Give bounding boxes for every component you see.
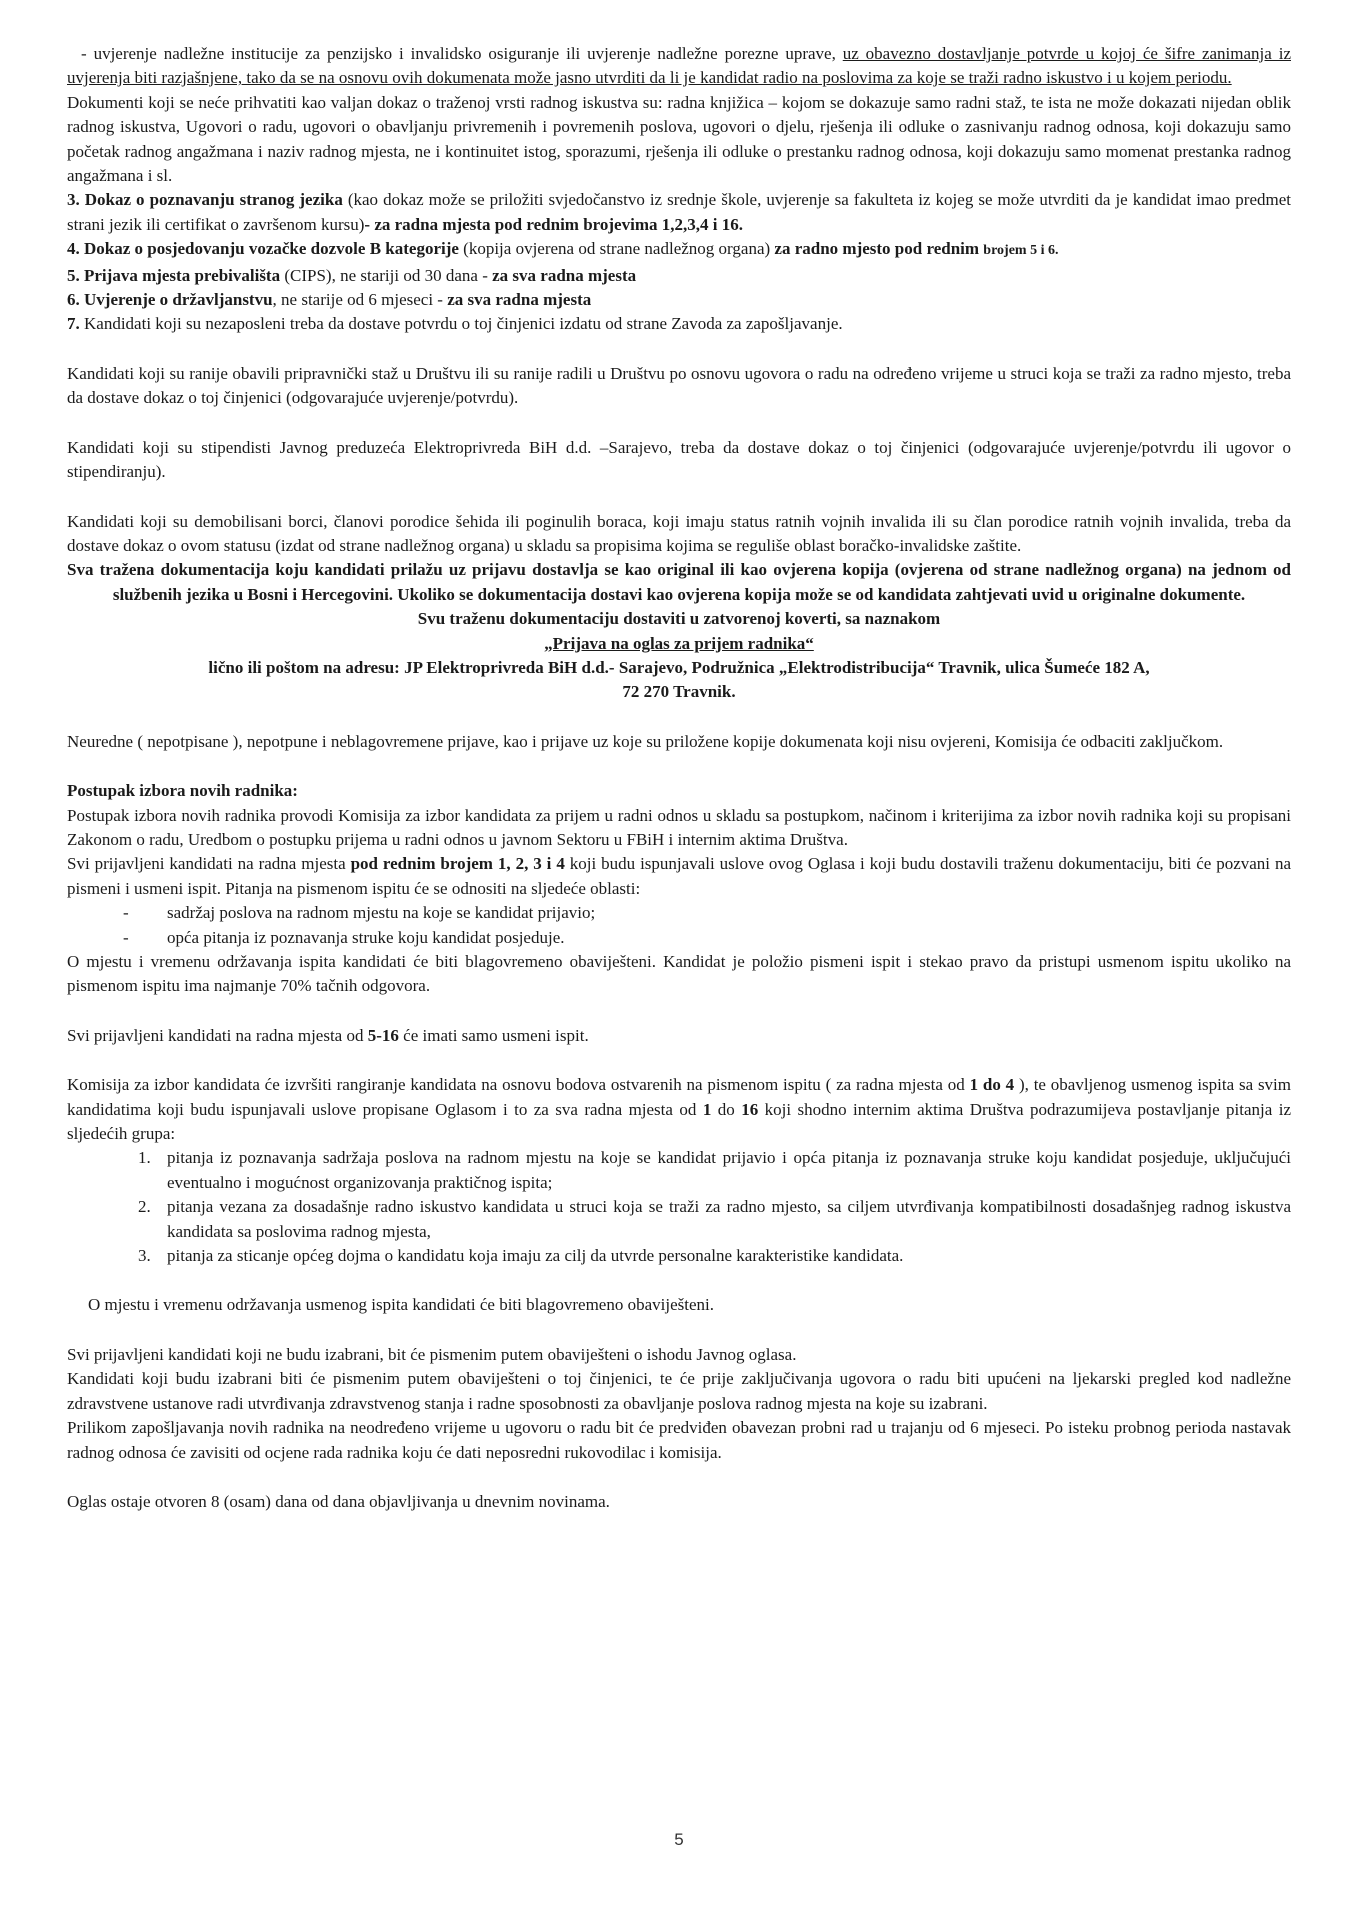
dash-marker: - [123, 903, 129, 923]
paragraph-oral-only [67, 1024, 1291, 1048]
text-run: Komisija za izbor kandidata će izvršiti rangiranje kandidata na osnovu bodova ostvarenih na pismenom ispitu ( za radna mjesta od [67, 1075, 970, 1095]
exam-area-item [67, 926, 1291, 950]
paragraph-oral-exam-info: O mjestu i vremenu održavanja usmenog ispita kandidati će biti blagovremeno obaviješteni. [88, 1295, 714, 1315]
question-group-text: pitanja vezana za dosadašnje radno iskustvo kandidata u struci koja se traži za radno mjesto, sa ciljem utvrđivanja kompatibilnosti dosadašnjeg radnog iskustva kandidata sa poslovima radnog mjesta, [167, 1197, 1291, 1241]
paragraph-ranking [67, 1073, 1291, 1146]
paragraph-written-exam [67, 852, 1291, 901]
item-lead: 3. Dokaz o poznavanju stranog jezika [67, 190, 348, 210]
question-group-item [67, 1146, 1291, 1195]
number-marker: 3. [138, 1246, 151, 1266]
blank-line [67, 754, 1291, 779]
text-run: koji budu ispunjavali uslove ovog Oglasa i koji budu dostavili traženu dokumentaciju, biti će pozvani na pismeni i usmeni ispit. Pitanja na pismenom ispitu će se odnositi na sljedeće oblasti: [67, 854, 1292, 898]
question-group-item [67, 1244, 1291, 1268]
text-run: - uvjerenje nadležne institucije za penzijsko i invalidsko osiguranje ili uvjerenje nadležne porezne uprave, [81, 44, 843, 63]
envelope-label: „Prijava na oglas za prijem radnika“ [544, 633, 814, 653]
blank-line [67, 337, 1291, 362]
list-item-7-unemployed [67, 312, 1291, 336]
blank-line [67, 411, 1291, 436]
item-tail: za sva radna mjesta [447, 290, 592, 310]
list-item-5-residence [67, 264, 1291, 288]
paragraph-written-exam-info: O mjestu i vremenu održavanja ispita kandidati će biti blagovremeno obaviješteni. Kandidat je položio pismeni ispit i stekao pravo da pristupi usmenom ispitu ukoliko na pismenom ispitu ima najmanje 70% tačnih odgovora. [67, 952, 1291, 996]
item-body: (kopija ovjerena od strane nadležnog organa) [463, 239, 775, 259]
text-run: ), te obavljenog usmenog ispita sa svim kandidatima koji budu ispunjavali uslove propisane Oglasom i to za sva radna mjesta od [67, 1075, 1292, 1119]
blank-line [67, 1465, 1291, 1490]
list-item-3-foreign-language [67, 188, 1291, 237]
item-body: (CIPS), ne stariji od 30 dana - [284, 265, 493, 285]
item-tail: - za radna mjesta pod rednim brojevima 1,2,3,4 i 16. [364, 214, 743, 234]
underlined-text-run: uz obavezno dostavljanje potvrde u kojoj će šifre zanimanja iz uvjerenja biti razjašnjene, tako da se na osnovu ovih dokumenata može jasno utvrditi da li je kandidat radio na poslovima za koje se traži radno iskustvo i u kojem periodu. [67, 44, 1291, 88]
number-marker: 1. [138, 1148, 151, 1168]
paragraph-not-selected: Svi prijavljeni kandidati koji ne budu izabrani, bit će pismenim putem obaviješteni o ishodu Javnog oglasa. [67, 1344, 797, 1364]
paragraph-pension-certificate [67, 42, 1291, 91]
text-run: će imati samo usmeni ispit. [403, 1025, 589, 1045]
paragraph-selected: Kandidati koji budu izabrani biti će pismenim putem obaviješteni o toj činjenici, te će prije zaključivanja ugovora o radu biti upućeni na ljekarski pregled kod nadležne zdravstvene ustanove radi utvrđivanja zdravstvenog stanja i radne sposobnosti za obavljanje poslova radnog mjesta na koje su izabrani. [67, 1369, 1291, 1413]
bold-text-run: 1 do 4 [969, 1075, 1019, 1095]
blank-line [67, 1268, 1291, 1293]
list-item-6-citizenship [67, 288, 1291, 312]
item-lead: 6. Uvjerenje o državljanstvu [67, 290, 273, 310]
item-tail: za radno mjesto pod rednim [774, 239, 984, 259]
blank-line [67, 485, 1291, 510]
address-line-1: lično ili poštom na adresu: JP Elektroprivreda BiH d.d.- Sarajevo, Podružnica „Elektrodistribucija“ Travnik, ulica Šumeće 182 A, [208, 657, 1150, 677]
blank-line [67, 1048, 1291, 1073]
bold-text-run: 1 [702, 1099, 718, 1119]
paragraph-invalid-documents: Dokumenti koji se neće prihvatiti kao valjan dokaz o traženoj vrsti radnog iskustva su: radna knjižica – kojom se dokazuje samo radni staž, te ista ne može dokazati nijedan oblik radnog iskustva, Ugovori o radu, ugovori o obavljanju privremenih i povremenih poslova, ugovori o djelu, rješenja ili odluke o zasnivanju radnog odnosa, koji dokazuju samo početak radnog angažmana i naziv radnog mjesta, ne i kontinuitet istog, sporazumi, rješenja ili odluke o prestanku radnog odnosa, koji dokazuju samo momenat prestanka radnog angažmana i sl. [67, 92, 1291, 186]
paragraph-open-duration: Oglas ostaje otvoren 8 (osam) dana od dana objavljivanja u dnevnim novinama. [67, 1491, 610, 1511]
blank-line [67, 1318, 1291, 1343]
item-tail: za sva radna mjesta [492, 265, 637, 285]
paragraph-rejection: Neuredne ( nepotpisane ), nepotpune i neblagovremene prijave, kao i prijave uz koje su priložene kopije dokumenata koji nisu ovjereni, Komisija će odbaciti zaključkom. [67, 731, 1224, 751]
number-marker: 2. [138, 1197, 151, 1217]
list-item-4-driving-license [67, 237, 1291, 263]
question-group-text: pitanja za sticanje općeg dojma o kandidatu koja imaju za cilj da utvrde personalne karakteristike kandidata. [167, 1246, 904, 1266]
item-body: (kao dokaz može se priložiti svjedočanstvo iz srednje škole, uvjerenje sa fakulteta iz kojeg se može utvrditi da je kandidat imao predmet strani jezik ili certifikat o završenom kursu) [67, 190, 1291, 234]
selection-heading: Postupak izbora novih radnika: [67, 781, 298, 801]
paragraph-trainee: Kandidati koji su ranije obavili pripravnički staž u Društvu ili su ranije radili u Društvu po osnovu ugovora o radu na određeno vrijeme u struci koja se traži za radno mjesto, treba da dostave dokaz o toj činjenici (odgovarajuće uvjerenje/potvrdu). [67, 363, 1291, 408]
exam-area-text: sadržaj poslova na radnom mjestu na koje se kandidat prijavio; [167, 903, 596, 923]
paragraph-envelope-notice: Svu traženu dokumentaciju dostaviti u zatvorenoj koverti, sa naznakom [417, 609, 941, 629]
item-lead: 5. Prijava mjesta prebivališta [67, 265, 285, 285]
paragraph-selection-intro: Postupak izbora novih radnika provodi Komisija za izbor kandidata za prijem u radni odnos u skladu sa postupkom, načinom i kriterijima za izbor novih radnika koji su propisani Zakonom o radu, Uredbom o postupku prijema u radni odnos u javnom Sektoru u FBiH i internim aktima Društva. [67, 805, 1291, 849]
item-body: Kandidati koji su nezaposleni treba da dostave potvrdu o toj činjenici izdatu od strane Zavoda za zapošljavanje. [84, 314, 843, 334]
paragraph-veterans: Kandidati koji su demobilisani borci, članovi porodice šehida ili poginulih boraca, koji imaju status ratnih vojnih invalida ili su član porodice ratnih vojnih invalida, treba da dostave dokaz o ovom statusu (izdat od strane nadležnog organa) u skladu sa propisima kojima se reguliše oblast boračko-invalidske zaštite. [67, 511, 1291, 555]
address-line-2: 72 270 Travnik. [622, 682, 736, 702]
dash-marker: - [123, 927, 129, 947]
bold-text-run: 16 [741, 1099, 765, 1119]
item-body: , ne starije od 6 mjeseci - [272, 290, 448, 310]
item-lead: 4. Dokaz o posjedovanju vozačke dozvole B kategorije [67, 239, 464, 259]
question-group-text: pitanja iz poznavanja sadržaja poslova na radnom mjestu na koje se kandidat prijavio i opća pitanja iz poznavanja struke koju kandidat posjeduje, uključujući eventualno i mogućnost organizovanja praktičnog ispita; [167, 1148, 1291, 1192]
paragraph-scholarship: Kandidati koji su stipendisti Javnog preduzeća Elektroprivreda BiH d.d. –Sarajevo, treba da dostave dokaz o toj činjenici (odgovarajuće uvjerenje/potvrdu ili ugovor o stipendiranju). [67, 437, 1291, 482]
bold-text-run: 5-16 [367, 1025, 404, 1045]
text-run: Svi prijavljeni kandidati na radna mjesta [67, 854, 351, 874]
paragraph-probation: Prilikom zapošljavanja novih radnika na neodređeno vrijeme u ugovoru o radu bit će predviđen obavezan probni rad u trajanju od 6 mjeseci. Po isteku probnog perioda nastavak radnog odnosa će zavisiti od ocjene rada radnika koju će dati neposredni rukovodilac i komisija. [67, 1418, 1291, 1462]
text-run: do [717, 1099, 742, 1119]
text-run: koji shodno internim aktima Društva podrazumijeva postavljanje pitanja iz sljedećih grupa: [67, 1099, 1292, 1144]
text-run: Svi prijavljeni kandidati na radna mjesta od [67, 1025, 368, 1045]
item-lead: 7. [67, 314, 84, 334]
bold-text-run: pod rednim brojem 1, 2, 3 i 4 [350, 854, 570, 874]
blank-line [67, 999, 1291, 1024]
page-number: 5 [674, 1830, 684, 1849]
blank-line [67, 705, 1291, 730]
exam-area-item [67, 901, 1291, 925]
item-tail-small: brojem 5 i 6. [983, 243, 1059, 259]
paragraph-originals-notice: Sva tražena dokumentacija koju kandidati prilažu uz prijavu dostavlja se kao original ili kao ovjerena kopija (ovjerena od strane nadležnog organa) na jednom od službenih jezika u Bosni i Hercegovini. Ukoliko se dokumentacija dostavi kao ovjerena kopija može se od kandidata zahtjevati uvid u originalne dokumente. [67, 560, 1291, 604]
document-content [67, 42, 1291, 1514]
question-group-item [67, 1195, 1291, 1244]
exam-area-text: opća pitanja iz poznavanja struke koju kandidat posjeduje. [167, 927, 565, 947]
